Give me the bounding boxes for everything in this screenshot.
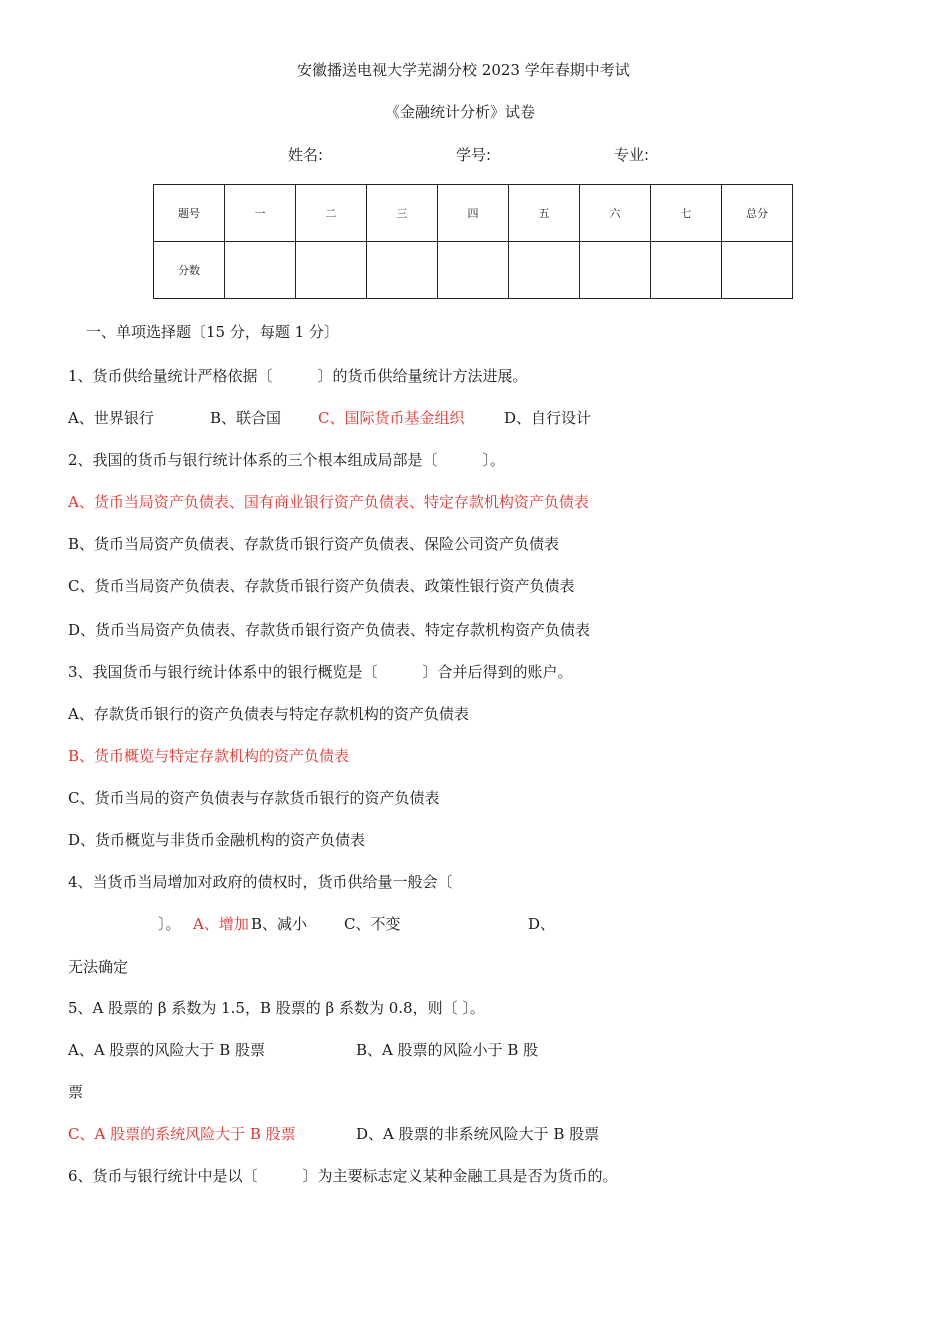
q5-option-a: A、A 股票的风险大于 B 股票 bbox=[68, 1041, 265, 1059]
q1-option-a: A、世界银行 bbox=[68, 409, 154, 427]
score-header-cell: 五 bbox=[509, 185, 580, 242]
student-id-label: 学号: bbox=[456, 146, 492, 164]
question-4-stem: 4、当货币当局增加对政府的债权时，货币供给量一般会〔 bbox=[68, 873, 453, 891]
q1-option-b: B、联合国 bbox=[210, 409, 282, 427]
q1-option-c: C、国际货币基金组织 bbox=[318, 409, 465, 427]
q5-option-c: C、A 股票的系统风险大于 B 股票 bbox=[68, 1125, 296, 1143]
score-cell bbox=[225, 242, 296, 299]
question-5-stem: 5、A 股票的 β 系数为 1.5，B 股票的 β 系数为 0.8，则〔 〕。 bbox=[68, 999, 485, 1017]
q4-paren-close: 〕。 bbox=[158, 915, 181, 933]
exam-title: 安徽播送电视大学芜湖分校 2023 学年春期中考试 bbox=[297, 61, 630, 79]
score-cell bbox=[651, 242, 722, 299]
q4-option-d-continued: 无法确定 bbox=[68, 958, 129, 976]
score-header-cell: 四 bbox=[438, 185, 509, 242]
q4-option-d: D、 bbox=[528, 915, 556, 933]
section-title: 一、单项选择题〔15 分，每题 1 分〕 bbox=[86, 323, 339, 341]
q3-option-a: A、存款货币银行的资产负债表与特定存款机构的资产负债表 bbox=[68, 705, 469, 723]
score-cell bbox=[722, 242, 793, 299]
q4-option-a: A、增加 bbox=[193, 915, 249, 933]
score-cell bbox=[438, 242, 509, 299]
score-header-cell: 六 bbox=[580, 185, 651, 242]
exam-subtitle: 《金融统计分析》试卷 bbox=[385, 103, 536, 121]
score-cell bbox=[367, 242, 438, 299]
q1-option-d: D、自行设计 bbox=[504, 409, 592, 427]
score-table-score-row bbox=[154, 242, 793, 299]
score-cell bbox=[296, 242, 367, 299]
score-header-cell: 题号 bbox=[154, 185, 225, 242]
q2-option-c: C、货币当局资产负债表、存款货币银行资产负债表、政策性银行资产负债表 bbox=[68, 577, 575, 595]
question-2-stem: 2、我国的货币与银行统计体系的三个根本组成局部是〔 〕。 bbox=[68, 451, 506, 469]
score-row-label: 分数 bbox=[154, 242, 225, 299]
q2-option-b: B、货币当局资产负债表、存款货币银行资产负债表、保险公司资产负债表 bbox=[68, 535, 560, 553]
q4-option-b: B、减小 bbox=[251, 915, 308, 933]
score-header-cell: 三 bbox=[367, 185, 438, 242]
major-label: 专业: bbox=[614, 146, 650, 164]
score-cell bbox=[580, 242, 651, 299]
name-label: 姓名: bbox=[288, 146, 324, 164]
q3-option-c: C、货币当局的资产负债表与存款货币银行的资产负债表 bbox=[68, 789, 440, 807]
score-table-header-row bbox=[154, 185, 793, 242]
q3-option-d: D、货币概览与非货币金融机构的资产负债表 bbox=[68, 831, 366, 849]
q2-option-a: A、货币当局资产负债表、国有商业银行资产负债表、特定存款机构资产负债表 bbox=[68, 493, 589, 511]
question-1-stem: 1、货币供给量统计严格依据〔 〕的货币供给量统计方法进展。 bbox=[68, 367, 528, 385]
q3-option-b: B、货币概览与特定存款机构的资产负债表 bbox=[68, 747, 350, 765]
score-table bbox=[153, 184, 793, 299]
q5-option-d: D、A 股票的非系统风险大于 B 股票 bbox=[356, 1125, 600, 1143]
q4-option-c: C、不变 bbox=[344, 915, 401, 933]
q5-option-b-continued: 票 bbox=[68, 1083, 84, 1101]
score-header-cell: 总分 bbox=[722, 185, 793, 242]
q2-option-d: D、货币当局资产负债表、存款货币银行资产负债表、特定存款机构资产负债表 bbox=[68, 621, 591, 639]
score-header-cell: 七 bbox=[651, 185, 722, 242]
score-header-cell: 一 bbox=[225, 185, 296, 242]
question-3-stem: 3、我国货币与银行统计体系中的银行概览是〔 〕合并后得到的账户。 bbox=[68, 663, 573, 681]
question-6-stem: 6、货币与银行统计中是以〔 〕为主要标志定义某种金融工具是否为货币的。 bbox=[68, 1167, 618, 1185]
score-header-cell: 二 bbox=[296, 185, 367, 242]
score-cell bbox=[509, 242, 580, 299]
q5-option-b: B、A 股票的风险小于 B 股 bbox=[356, 1041, 539, 1059]
